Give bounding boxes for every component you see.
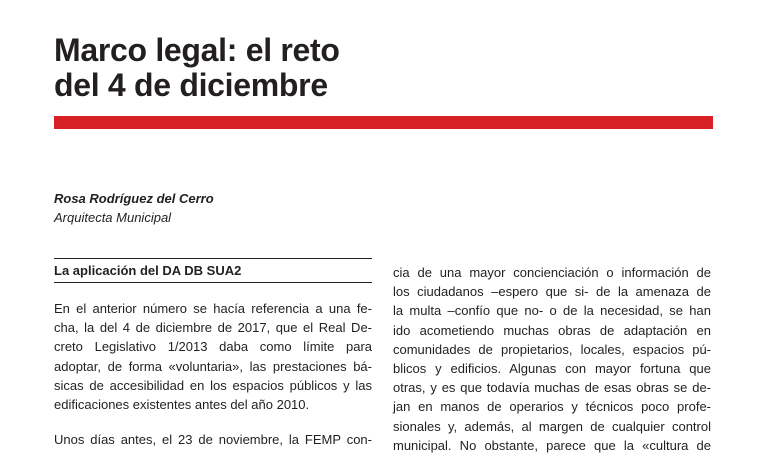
paragraph-line: cia de una mayor concienciación o información de (393, 265, 711, 280)
paragraph-line: ido acometiendo muchas obras de adaptación en (393, 322, 711, 338)
paragraph-line: la multa –confío que no- o de la necesidad, se han (393, 303, 711, 319)
title-line: Marco legal: el reto (54, 32, 340, 68)
paragraph-line: Unos días antes, el 23 de noviembre, la FEMP con- (54, 432, 372, 447)
article-title (54, 33, 340, 103)
author-name: Rosa Rodríguez del Cerro (54, 191, 214, 206)
paragraph-line: En el anterior número se hacía referencia a una fe- (54, 301, 372, 316)
paragraph-line: sionales y, además, al margen de cualquier control (393, 418, 711, 434)
paragraph-line: creto Legislativo 1/2013 daba como límite para (54, 339, 372, 355)
paragraph-line: edificaciones existentes antes del año 2010. (54, 397, 310, 413)
paragraph-line: municipal. No obstante, parece que la «cultura de (393, 437, 711, 453)
title-rule (54, 116, 713, 129)
author-block (54, 189, 214, 227)
paragraph-line: los ciudadanos –espero que si- de la amenaza de (393, 284, 711, 300)
section-heading-box (54, 258, 372, 283)
paragraph-line: adoptar, de forma «voluntaria», las prestaciones bá- (54, 358, 372, 374)
right-column (393, 263, 711, 455)
paragraph-line: otras, y es que todavía muchas de esas obras se de- (393, 380, 711, 396)
left-column (54, 299, 372, 414)
paragraph-line: sicas de accesibilidad en los espacios públicos y las (54, 377, 372, 393)
title-line: del 4 de diciembre (54, 67, 328, 103)
paragraph-line: cha, la del 4 de diciembre de 2017, que el Real De- (54, 320, 372, 336)
section-heading: La aplicación del DA DB SUA2 (54, 263, 242, 278)
author-role: Arquitecta Municipal (54, 210, 172, 225)
paragraph-line: blicos y edificios. Algunas con mayor fortuna que (393, 361, 711, 377)
paragraph-line: jan en manos de operarios y técnicos poco profe- (393, 399, 711, 415)
paragraph-line: comunidades de propietarios, locales, espacios pú- (393, 341, 711, 357)
